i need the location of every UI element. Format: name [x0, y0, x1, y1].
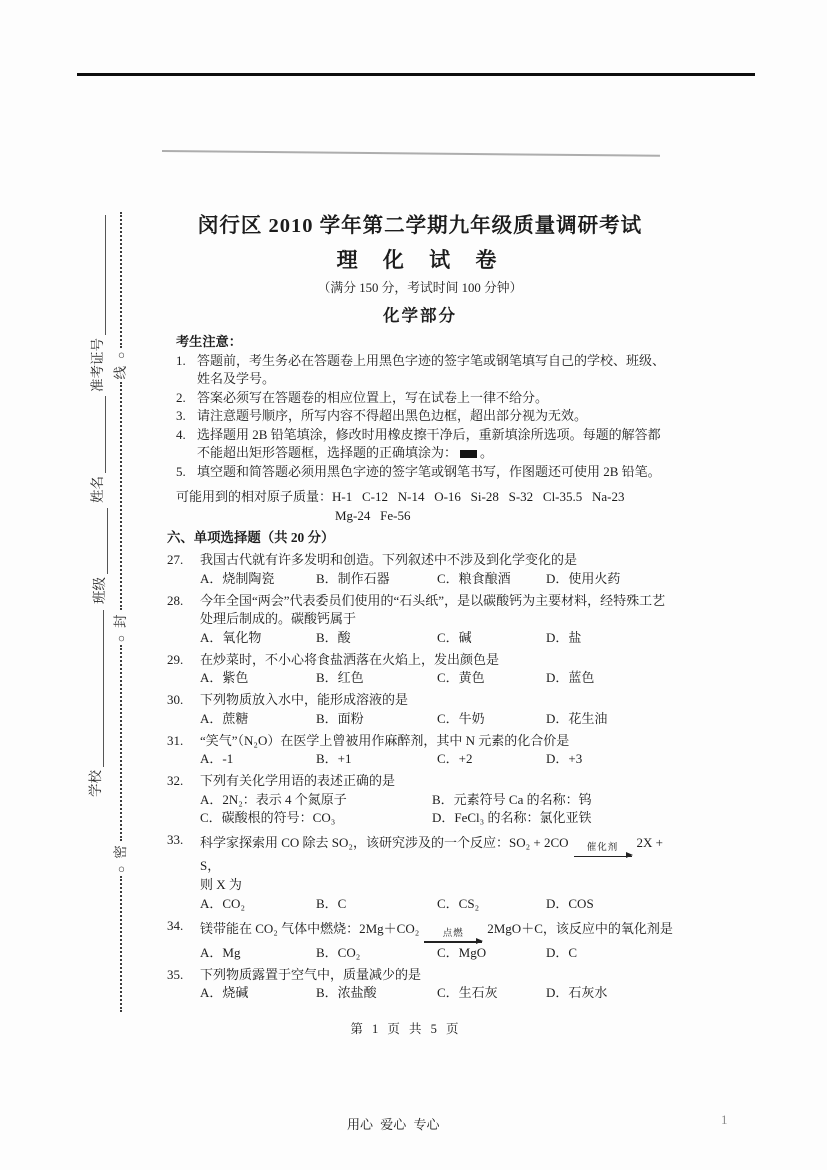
seal-circle-icon: ○: [114, 864, 128, 873]
option-d: D．花生油: [546, 710, 608, 726]
question-stem: 在炒菜时，不小心将食盐洒落在火焰上，发出颜色是: [200, 651, 500, 667]
option-d: D．COS: [546, 895, 594, 911]
notice-number: 5.: [176, 463, 186, 479]
option-a: A．Mg: [200, 944, 241, 960]
field-blank-line: [103, 396, 106, 473]
notice-item-4: [167, 426, 673, 463]
notice-text: 请注意题号顺序，所写内容不得超出黑色边框，超出部分视为无效。: [197, 408, 588, 423]
option-a: A．紫色: [200, 670, 249, 685]
field-label: 学校: [88, 770, 103, 797]
question-number: 35.: [167, 966, 184, 982]
notice-item-2: [167, 389, 673, 408]
question-stem: 下列有关化学用语的表述正确的是: [200, 773, 396, 788]
question-28: [167, 592, 673, 648]
seal-dotted-segment: [120, 212, 122, 348]
arrow-shaft-icon: [574, 856, 632, 857]
seal-dotted-segment: [120, 383, 122, 611]
field-blank-line: [105, 508, 108, 574]
atomic-masses-values: H-1 C-12 N-14 O-16 Si-28 S-32 Cl-35.5 Na-23: [332, 489, 625, 504]
seal-line: [112, 212, 130, 1012]
seal-circle-icon: ○: [114, 634, 128, 643]
option-b: B．制作石器: [316, 570, 390, 586]
footer-motto: 用心 爱心 专心: [347, 1117, 440, 1132]
question-number: 28.: [167, 592, 184, 608]
question-33: [167, 831, 673, 913]
stem-text: 镁带能在 CO₂ 气体中燃烧：2Mg＋CO₂: [200, 920, 420, 936]
notice-number: 4.: [176, 426, 186, 442]
option-d: D．石灰水: [546, 985, 608, 1001]
field-admission-number: [88, 215, 106, 392]
option-a: A．2N₂：表示 4 个氮原子: [200, 791, 347, 807]
seal-char-feng: 封: [113, 613, 128, 628]
scan-edge-line: [162, 150, 660, 156]
exam-paper: [167, 212, 673, 1038]
option-d: D．盐: [546, 629, 582, 645]
question-number: 32.: [167, 773, 184, 788]
seal-circle-icon: ○: [114, 350, 128, 359]
option-d: D．蓝色: [546, 670, 595, 685]
question-31: [167, 732, 673, 769]
notice-number: 3.: [176, 408, 186, 423]
stem-text: 科学家探索用 CO 除去 SO₂，该研究涉及的一个反应：SO₂ + 2CO: [200, 835, 569, 850]
arrow-condition-label: 催化剂: [586, 843, 619, 853]
option-a: A．烧制陶瓷: [200, 570, 275, 586]
stem-text: 2MgO＋C，该反应中的氧化剂是: [487, 920, 673, 936]
option-b: B．浓盐酸: [316, 985, 377, 1001]
atomic-masses-label: 可能用到的相对原子质量：: [176, 489, 333, 504]
question-29: [167, 651, 673, 688]
field-label: 姓名: [90, 476, 105, 503]
options-row: [200, 944, 673, 963]
option-c: C．碳酸根的符号：CO₃: [200, 810, 336, 825]
option-b: B．酸: [316, 629, 351, 645]
seal-char-mi: 密: [113, 844, 128, 859]
field-name: [88, 396, 106, 503]
notice-text: 答题前，考生务必在答题卷上用黑色字迹的签字笔或钢笔填写自己的学校、班级、姓名及学号。: [197, 352, 666, 386]
notice-item-3: [167, 407, 673, 426]
option-c: C．粮食酿酒: [437, 570, 511, 586]
notice-heading: 考生注意：: [176, 334, 242, 349]
notice-text: 。: [480, 445, 494, 460]
option-c: C．牛奶: [437, 710, 485, 726]
page-indicator: 第 1 页 共 5 页: [350, 1021, 462, 1036]
page-title: 闵行区 2010 学年第二学期九年级质量调研考试: [197, 215, 643, 237]
arrow-condition-label: 点燃: [442, 928, 464, 939]
question-35: [167, 966, 673, 1003]
option-b: B．面粉: [316, 710, 364, 726]
notice-text: 答案必须写在答题卷的相应位置上，写在试卷上一律不给分。: [197, 389, 549, 405]
answer-fill-mark-icon: [460, 450, 477, 458]
notice-number: 1.: [176, 352, 186, 368]
option-c: C．CS₂: [437, 895, 480, 911]
question-30: [167, 691, 673, 728]
question-stem: 今年全国“两会”代表委员们使用的“石头纸”，是以碳酸钙为主要材料，经特殊工艺处理后制成的。碳酸钙属于: [200, 592, 666, 626]
notice-item-5: [167, 463, 673, 482]
option-a: A．蔗糖: [200, 710, 249, 726]
option-a: A．氧化物: [200, 629, 262, 645]
field-class: [90, 508, 108, 604]
option-a: A．-1: [200, 751, 234, 766]
option-c: C．黄色: [437, 670, 485, 685]
question-stem: [200, 831, 673, 876]
question-stem: 下列物质放入水中，能形成溶液的是: [200, 692, 409, 707]
option-b: B．+1: [316, 751, 352, 766]
question-number: 33.: [167, 832, 184, 847]
stem-line2: 则 X 为: [200, 877, 242, 893]
option-c: C．碱: [437, 629, 472, 645]
options-row: [200, 710, 673, 729]
seal-dotted-segment: [120, 876, 122, 1012]
notice-text: 选择题用 2B 铅笔填涂，修改时用橡皮擦干净后，重新填涂所选项。每题的解答都不能超出矩形答题框，选择题的正确填涂为：: [197, 426, 661, 460]
option-b: B．元素符号 Ca 的名称：钨: [432, 791, 592, 807]
question-stem: 我国古代就有许多发明和创造。下列叙述中不涉及到化学变化的是: [200, 552, 578, 567]
notice-item-1: [167, 352, 673, 389]
option-b: B．C: [316, 895, 347, 911]
section-heading: 六、单项选择题（共 20 分）: [167, 530, 335, 545]
atomic-masses: [167, 488, 673, 507]
options-row: [200, 984, 673, 1003]
field-school: [86, 610, 104, 797]
footer-page-number: 1: [721, 1112, 728, 1127]
field-label: 班级: [92, 577, 107, 604]
option-b: B．CO₂: [316, 944, 361, 960]
option-d: D．使用火药: [546, 570, 621, 586]
question-stem: [200, 917, 673, 944]
question-number: 34.: [167, 917, 184, 933]
option-b: B．红色: [316, 670, 364, 685]
field-blank-line: [103, 215, 106, 335]
header-rule: [77, 73, 755, 76]
options-row: [200, 669, 673, 688]
options-row: [200, 750, 673, 769]
question-number: 31.: [167, 732, 184, 748]
stem-text: 2X + S，: [200, 835, 663, 873]
arrow-shaft-icon: [424, 941, 482, 942]
option-d: D．+3: [546, 751, 583, 766]
option-a: A．CO₂: [200, 895, 245, 911]
option-c: C．生石灰: [437, 985, 498, 1001]
reaction-arrow: [424, 930, 482, 943]
question-34: [167, 917, 673, 962]
option-d: D．FeCl₃ 的名称：氯化亚铁: [432, 810, 592, 825]
option-c: C．MgO: [437, 944, 487, 960]
option-c: C．+2: [437, 751, 473, 766]
question-27: [167, 551, 673, 588]
field-label: 准考证号: [90, 338, 105, 392]
notice-number: 2.: [176, 389, 186, 405]
notice-text: 填空题和简答题必须用黑色字迹的签字笔或钢笔书写，作图题还可使用 2B 铅笔。: [197, 463, 661, 479]
chemistry-part-heading: 化学部分: [383, 305, 457, 325]
question-number: 29.: [167, 651, 184, 667]
exam-subtitle: 理 化 试 卷: [336, 248, 504, 272]
question-stem: 下列物质露置于空气中，质量减少的是: [200, 966, 422, 982]
option-d: D．C: [546, 944, 578, 960]
atomic-masses-values-2: Mg-24 Fe-56: [335, 507, 411, 523]
question-stem: “笑气”（N₂O）在医学上曾被用作麻醉剂，其中 N 元素的化合价是: [200, 732, 570, 748]
options-row: [200, 570, 673, 589]
seal-char-xian: 线: [113, 365, 128, 380]
reaction-arrow: [574, 844, 632, 857]
score-time-info: （满分 150 分，考试时间 100 分钟）: [317, 281, 523, 295]
field-blank-line: [101, 610, 104, 767]
seal-dotted-segment: [120, 645, 122, 841]
options-row: [200, 895, 673, 914]
question-32: [167, 772, 673, 828]
question-number: 27.: [167, 552, 184, 567]
option-a: A．烧碱: [200, 985, 249, 1001]
options-row: [200, 629, 673, 648]
options-grid: [200, 791, 673, 828]
question-number: 30.: [167, 692, 184, 707]
